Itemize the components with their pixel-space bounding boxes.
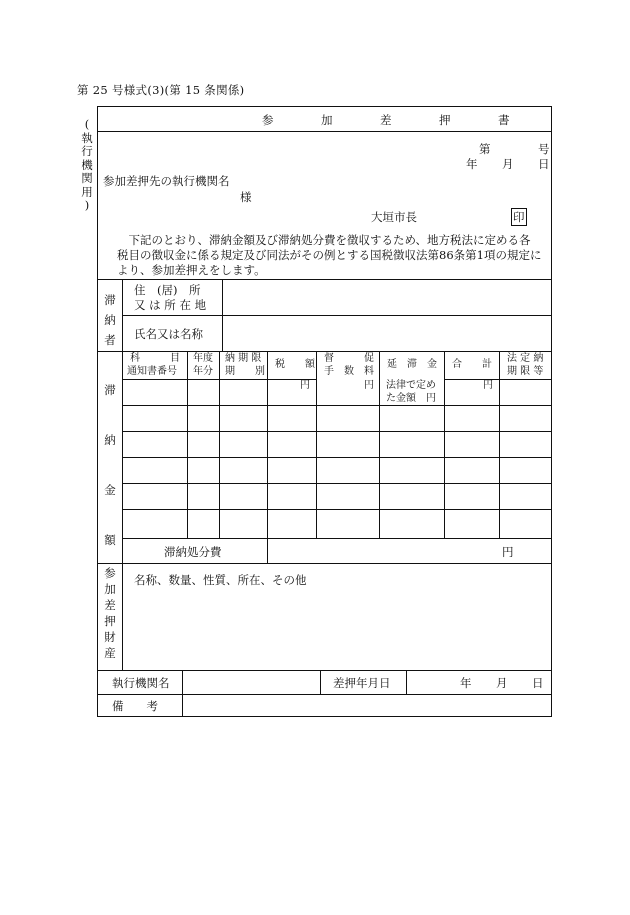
col-year-header: 年度 [193,353,213,364]
form-frame [97,106,552,717]
side-note-char: 執 [81,130,93,145]
col-subject-header: 科 目 [130,353,180,364]
issuer-name: 大垣市長 [371,210,417,224]
property-section-label [102,565,118,661]
col-period-header: 納 期 限 [225,353,262,364]
section-char: 滞 [104,293,116,307]
date-day: 日 [538,157,550,171]
col-fee-header: 督 促 [324,353,374,364]
col-due-header: 法 定 納 [507,353,544,364]
col-year-header-2: 年分 [193,366,213,377]
section-char: 押 [104,614,116,628]
seizure-month: 月 [496,676,508,690]
amount-section-label [102,382,118,548]
name-field[interactable] [228,320,546,346]
divider [98,131,551,132]
divider [122,315,551,316]
divider [98,694,551,695]
col-tax-header: 税 額 [275,359,315,370]
disposal-cost-label: 滞納処分費 [164,545,222,559]
remarks-label: 備 考 [112,699,158,713]
section-char: 納 [104,313,116,327]
section-char: 額 [104,533,116,547]
address-label: 住 (居) 所 [134,283,201,297]
form-title: 参 加 差 押 書 [262,113,528,127]
body-paragraph: 下記のとおり、滞納金額及び滞納処分費を徴収するため、地方税法に定める各税目の徴収金に係る規定及び同法がその例とする国税徴収法第86条第1項の規定により、参加差押えをします。 [117,233,542,277]
total-yen: 円 [483,380,493,391]
section-char: 滞 [104,383,116,397]
date-year: 年 [466,157,478,171]
number-suffix: 号 [538,142,550,156]
section-char: 金 [104,483,116,497]
divider [98,670,551,671]
divider [122,431,551,432]
divider [122,509,551,510]
section-char: 財 [104,630,116,644]
divider [444,379,551,380]
late-note: 法律で定め [386,380,436,391]
seal-mark: 印 [513,210,525,224]
col-fee-header-2: 手 数 料 [324,366,374,377]
divider [320,670,321,694]
seizure-day: 日 [532,676,544,690]
tax-yen: 円 [300,380,310,391]
agency-label: 執行機関名 [112,676,170,690]
address-field[interactable] [228,285,546,311]
fee-yen: 円 [364,380,374,391]
divider [122,563,123,670]
number-prefix: 第 [479,142,491,156]
section-char: 納 [104,433,116,447]
col-notice-header: 通知書番号 [127,366,177,377]
section-char: 加 [104,582,116,596]
divider [122,457,551,458]
col-due-header-2: 期 限 等 [507,366,544,377]
form-number-label: 第 25 号様式(3)(第 15 条関係) [77,83,245,97]
name-label: 氏名又は名称 [134,327,203,341]
section-char: 者 [104,333,116,347]
side-note-char: 用 [81,184,93,199]
property-description: 名称、数量、性質、所在、その他 [134,573,307,587]
divider [122,405,551,406]
side-note-char: 行 [81,144,93,158]
col-total-header: 合 計 [452,359,492,370]
disposal-cost-yen: 円 [502,545,514,559]
divider [406,670,407,694]
divider [98,351,551,352]
recipient-honorific: 様 [240,190,252,204]
divider [98,279,551,280]
side-note-char: 関 [81,171,93,185]
late-note-2: た金額 円 [386,393,436,404]
section-char: 参 [104,566,116,580]
divider [122,538,551,539]
side-note-char: ( [84,117,90,131]
side-note-char: 機 [81,157,93,172]
divider [182,670,183,716]
address-label-2: 又 は 所 在 地 [134,298,207,312]
divider [122,483,551,484]
divider [98,563,551,564]
seizure-year: 年 [460,676,472,690]
section-char: 差 [104,598,116,612]
col-late-header: 延 滞 金 [387,359,437,370]
side-note [80,118,94,213]
date-month: 月 [502,157,514,171]
col-period-header-2: 期 別 [225,366,265,377]
section-char: 産 [104,646,116,660]
seizure-date-label: 差押年月日 [333,676,391,690]
side-note-char: ) [84,198,90,212]
recipient-label: 参加差押先の執行機関名 [103,174,230,188]
delinquent-section-label [102,292,118,348]
